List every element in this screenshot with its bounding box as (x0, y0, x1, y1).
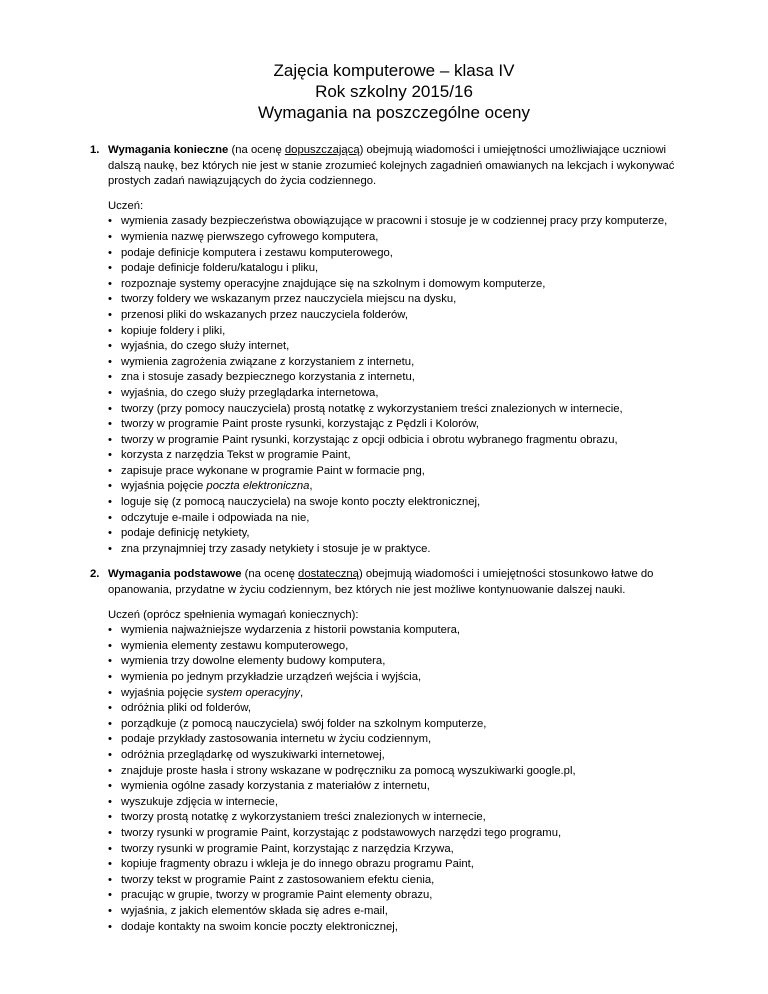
bullet-icon: • (108, 780, 112, 793)
list-item-text: korzysta z narzędzia Tekst w programie Paint, (121, 449, 351, 462)
list-item (108, 857, 698, 873)
list-item-text: podaje definicje komputera i zestawu komputerowego, (121, 246, 393, 259)
bullet-icon: • (108, 702, 112, 715)
bullet-icon: • (108, 496, 112, 509)
bullet-icon: • (108, 542, 112, 555)
list-item-text: wymienia nazwę pierwszego cyfrowego komputera, (121, 230, 379, 243)
list-item (108, 308, 698, 324)
bullet-icon: • (108, 246, 112, 259)
list-item (108, 230, 698, 246)
list-item-text: tworzy (przy pomocy nauczyciela) prostą notatkę z wykorzystaniem treści znalezionych w internecie, (121, 402, 623, 415)
list-item (108, 495, 698, 511)
bullet-icon: • (108, 324, 112, 337)
section-heading (90, 567, 698, 598)
section-heading-text: (na ocenę (228, 144, 285, 156)
list-item-text: wyjaśnia, do czego służy internet, (121, 340, 290, 353)
bullet-icon: • (108, 449, 112, 462)
list-item-text: kopiuje foldery i pliki, (121, 324, 226, 337)
list-item-text: zna przynajmniej trzy zasady netykiety i stosuje je w praktyce. (121, 542, 431, 555)
list-item (108, 292, 698, 308)
list-item-text: zna i stosuje zasady bezpiecznego korzystania z internetu, (121, 371, 415, 384)
list-item (108, 214, 698, 230)
list-item-text: porządkuje (z pomocą nauczyciela) swój folder na szkolnym komputerze, (121, 717, 487, 730)
list-item (108, 826, 698, 842)
bullet-icon: • (108, 764, 112, 777)
list-item-text: dodaje kontakty na swoim koncie poczty elektronicznej, (121, 920, 398, 933)
bullet-icon: • (108, 748, 112, 761)
bullet-icon: • (108, 624, 112, 637)
list-item (108, 779, 698, 795)
bullet-icon: • (108, 230, 112, 243)
section-heading (90, 143, 698, 190)
list-item (108, 920, 698, 936)
list-item (108, 670, 698, 686)
term-italic: poczta elektroniczna (206, 480, 310, 493)
list-item-text: wymienia elementy zestawu komputerowego, (121, 639, 349, 652)
title-line: Rok szkolny 2015/16 (315, 82, 473, 101)
bullet-icon: • (108, 655, 112, 668)
bullet-icon: • (108, 355, 112, 368)
term-italic: system operacyjny (206, 686, 300, 699)
list-item (108, 526, 698, 542)
list-item (108, 623, 698, 639)
list-item (108, 402, 698, 418)
list-item (108, 479, 698, 495)
section-title: Wymagania podstawowe (108, 568, 242, 581)
list-item (108, 542, 698, 558)
bullet-icon: • (108, 842, 112, 855)
bullet-icon: • (108, 340, 112, 353)
list-item-text: wyjaśnia pojęcie (121, 686, 207, 699)
bullet-icon: • (108, 733, 112, 746)
section-heading-text: ) obejmują wiadomości i umiejętności umożliwiające uczniowi dalszą naukę, bez których nie jest w stanie zrozumieć kolejnych zagadnień omawianych na lekcjach i wykonywać prostych zadań nawiązujących do życia codziennego. (108, 144, 675, 188)
list-item-text: tworzy w programie Paint rysunki, korzystając z opcji odbicia i obrotu wybranego fragmentu obrazu, (121, 433, 618, 446)
bullet-icon: • (108, 308, 112, 321)
list-item-text: wyszukuje zdjęcia w internecie, (121, 795, 278, 808)
list-item-text: wyjaśnia, z jakich elementów składa się adres e-mail, (121, 904, 388, 917)
list-item-text: odczytuje e-maile i odpowiada na nie, (121, 511, 310, 524)
bullet-icon: • (108, 215, 112, 228)
list-item (108, 246, 698, 262)
bullet-icon: • (108, 811, 112, 824)
grade-name: dopuszczającą (284, 144, 360, 156)
list-item (108, 795, 698, 811)
list-item-text: przenosi pliki do wskazanych przez nauczyciela folderów, (121, 308, 408, 321)
list-item-text: zapisuje prace wykonane w programie Paint w formacie png, (121, 464, 425, 477)
list-item-text: tworzy prostą notatkę z wykorzystaniem treści znalezionych w internecie, (121, 811, 486, 824)
section-heading-text: (na ocenę (241, 568, 299, 581)
bullet-icon: • (108, 433, 112, 446)
bullet-icon: • (108, 527, 112, 540)
bullet-icon: • (108, 671, 112, 683)
list-item (108, 654, 698, 670)
bullet-icon: • (108, 686, 112, 699)
list-item-text: rozpoznaje systemy operacyjne znajdujące się na szkolnym i domowym komputerze, (121, 277, 546, 290)
bullet-icon: • (108, 293, 112, 306)
list-item (108, 261, 698, 277)
list-item-text: podaje przykłady zastosowania internetu w życiu codziennym, (121, 733, 432, 746)
list-item (108, 732, 698, 748)
bullet-icon: • (108, 480, 112, 493)
list-item-text: tworzy w programie Paint proste rysunki, korzystając z Pędzli i Kolorów, (121, 418, 479, 431)
bullet-icon: • (108, 386, 112, 399)
bullet-icon: • (108, 262, 112, 275)
list-item-text: wymienia zasady bezpieczeństwa obowiązujące w pracowni i stosuje je w codziennej pracy przy komputerze, (121, 215, 668, 228)
list-item (108, 748, 698, 764)
list-item-text: wymienia najważniejsze wydarzenia z historii powstania komputera, (121, 624, 461, 637)
list-item (108, 888, 698, 904)
section-lead: Uczeń: (108, 199, 144, 212)
list-item-text: odróżnia pliki od folderów, (121, 702, 251, 715)
list-item-text: pracując w grupie, tworzy w programie Paint elementy obrazu, (121, 889, 433, 902)
list-item-text: tworzy foldery we wskazanym przez nauczyciela miejscu na dysku, (121, 293, 457, 306)
bullet-icon: • (108, 889, 112, 902)
bullet-icon: • (108, 277, 112, 290)
list-item-text: podaje definicję netykiety, (121, 527, 250, 540)
section-heading-text: ) obejmują wiadomości i umiejętności stosunkowo łatwe do opanowania, przydatne w życiu codziennym, bez których nie jest możliwe kontynuowanie dalszej nauki. (108, 568, 654, 597)
list-item-text: , (299, 686, 304, 699)
list-item-text: loguje się (z pomocą nauczyciela) na swoje konto poczty elektronicznej, (121, 496, 481, 509)
list-item-text: , (309, 480, 313, 493)
section-number: 1. (90, 144, 100, 156)
list-item-text: tworzy rysunki w programie Paint, korzystając z podstawowych narzędzi tego programu, (121, 826, 562, 839)
bullet-icon: • (108, 795, 112, 808)
list-item-text: tworzy rysunki w programie Paint, korzystając z narzędzia Krzywa, (121, 842, 454, 855)
list-item (108, 904, 698, 920)
list-item-text: wymienia po jednym przykładzie urządzeń wejścia i wyjścia, (121, 671, 422, 683)
list-item (108, 639, 698, 655)
section-title: Wymagania konieczne (108, 144, 229, 156)
list-item (108, 324, 698, 340)
bullet-icon: • (108, 511, 112, 524)
list-item (108, 277, 698, 293)
list-item (108, 511, 698, 527)
bullet-icon: • (108, 371, 112, 384)
list-item-text: kopiuje fragmenty obrazu i wkleja je do innego obrazu programu Paint, (121, 858, 474, 871)
list-item (108, 464, 698, 480)
list-item-text: znajduje proste hasła i strony wskazane w podręczniku za pomocą wyszukiwarki google.pl, (121, 764, 576, 777)
bullet-icon: • (108, 717, 112, 730)
list-item (108, 386, 698, 402)
list-item (108, 448, 698, 464)
requirements-list (108, 623, 698, 935)
bullet-icon: • (108, 639, 112, 652)
list-item-text: podaje definicje folderu/katalogu i pliku, (121, 262, 319, 275)
document-title (90, 60, 698, 123)
grade-name: dostateczną (298, 568, 359, 581)
list-item (108, 764, 698, 780)
title-line: Zajęcia komputerowe – klasa IV (273, 61, 515, 80)
list-item-text: tworzy tekst w programie Paint z zastosowaniem efektu cienia, (121, 873, 435, 886)
bullet-icon: • (108, 464, 112, 477)
list-item (108, 701, 698, 717)
list-item (108, 686, 698, 702)
bullet-icon: • (108, 920, 112, 933)
bullet-icon: • (108, 418, 112, 431)
bullet-icon: • (108, 402, 112, 415)
list-item-text: wymienia zagrożenia związane z korzystaniem z internetu, (121, 355, 415, 368)
requirements-section (90, 143, 698, 557)
list-item-text: odróżnia przeglądarkę od wyszukiwarki internetowej, (121, 748, 385, 761)
list-item (108, 417, 698, 433)
list-item (108, 433, 698, 449)
bullet-icon: • (108, 873, 112, 886)
list-item (108, 370, 698, 386)
list-item-text: wyjaśnia pojęcie (121, 480, 207, 493)
list-item (108, 873, 698, 889)
requirements-list (108, 214, 698, 557)
list-item (108, 842, 698, 858)
list-item (108, 339, 698, 355)
list-item (108, 355, 698, 371)
section-number: 2. (90, 568, 100, 581)
list-item-text: wymienia trzy dowolne elementy budowy komputera, (121, 655, 386, 668)
list-item (108, 717, 698, 733)
list-item-text: wymienia ogólne zasady korzystania z materiałów z internetu, (121, 780, 430, 793)
requirements-section (90, 567, 698, 935)
bullet-icon: • (108, 904, 112, 917)
title-line: Wymagania na poszczególne oceny (257, 103, 530, 122)
section-lead: Uczeń (oprócz spełnienia wymagań koniecznych): (108, 608, 359, 621)
list-item (108, 810, 698, 826)
bullet-icon: • (108, 826, 112, 839)
list-item-text: wyjaśnia, do czego służy przeglądarka internetowa, (121, 386, 379, 399)
bullet-icon: • (108, 858, 112, 871)
